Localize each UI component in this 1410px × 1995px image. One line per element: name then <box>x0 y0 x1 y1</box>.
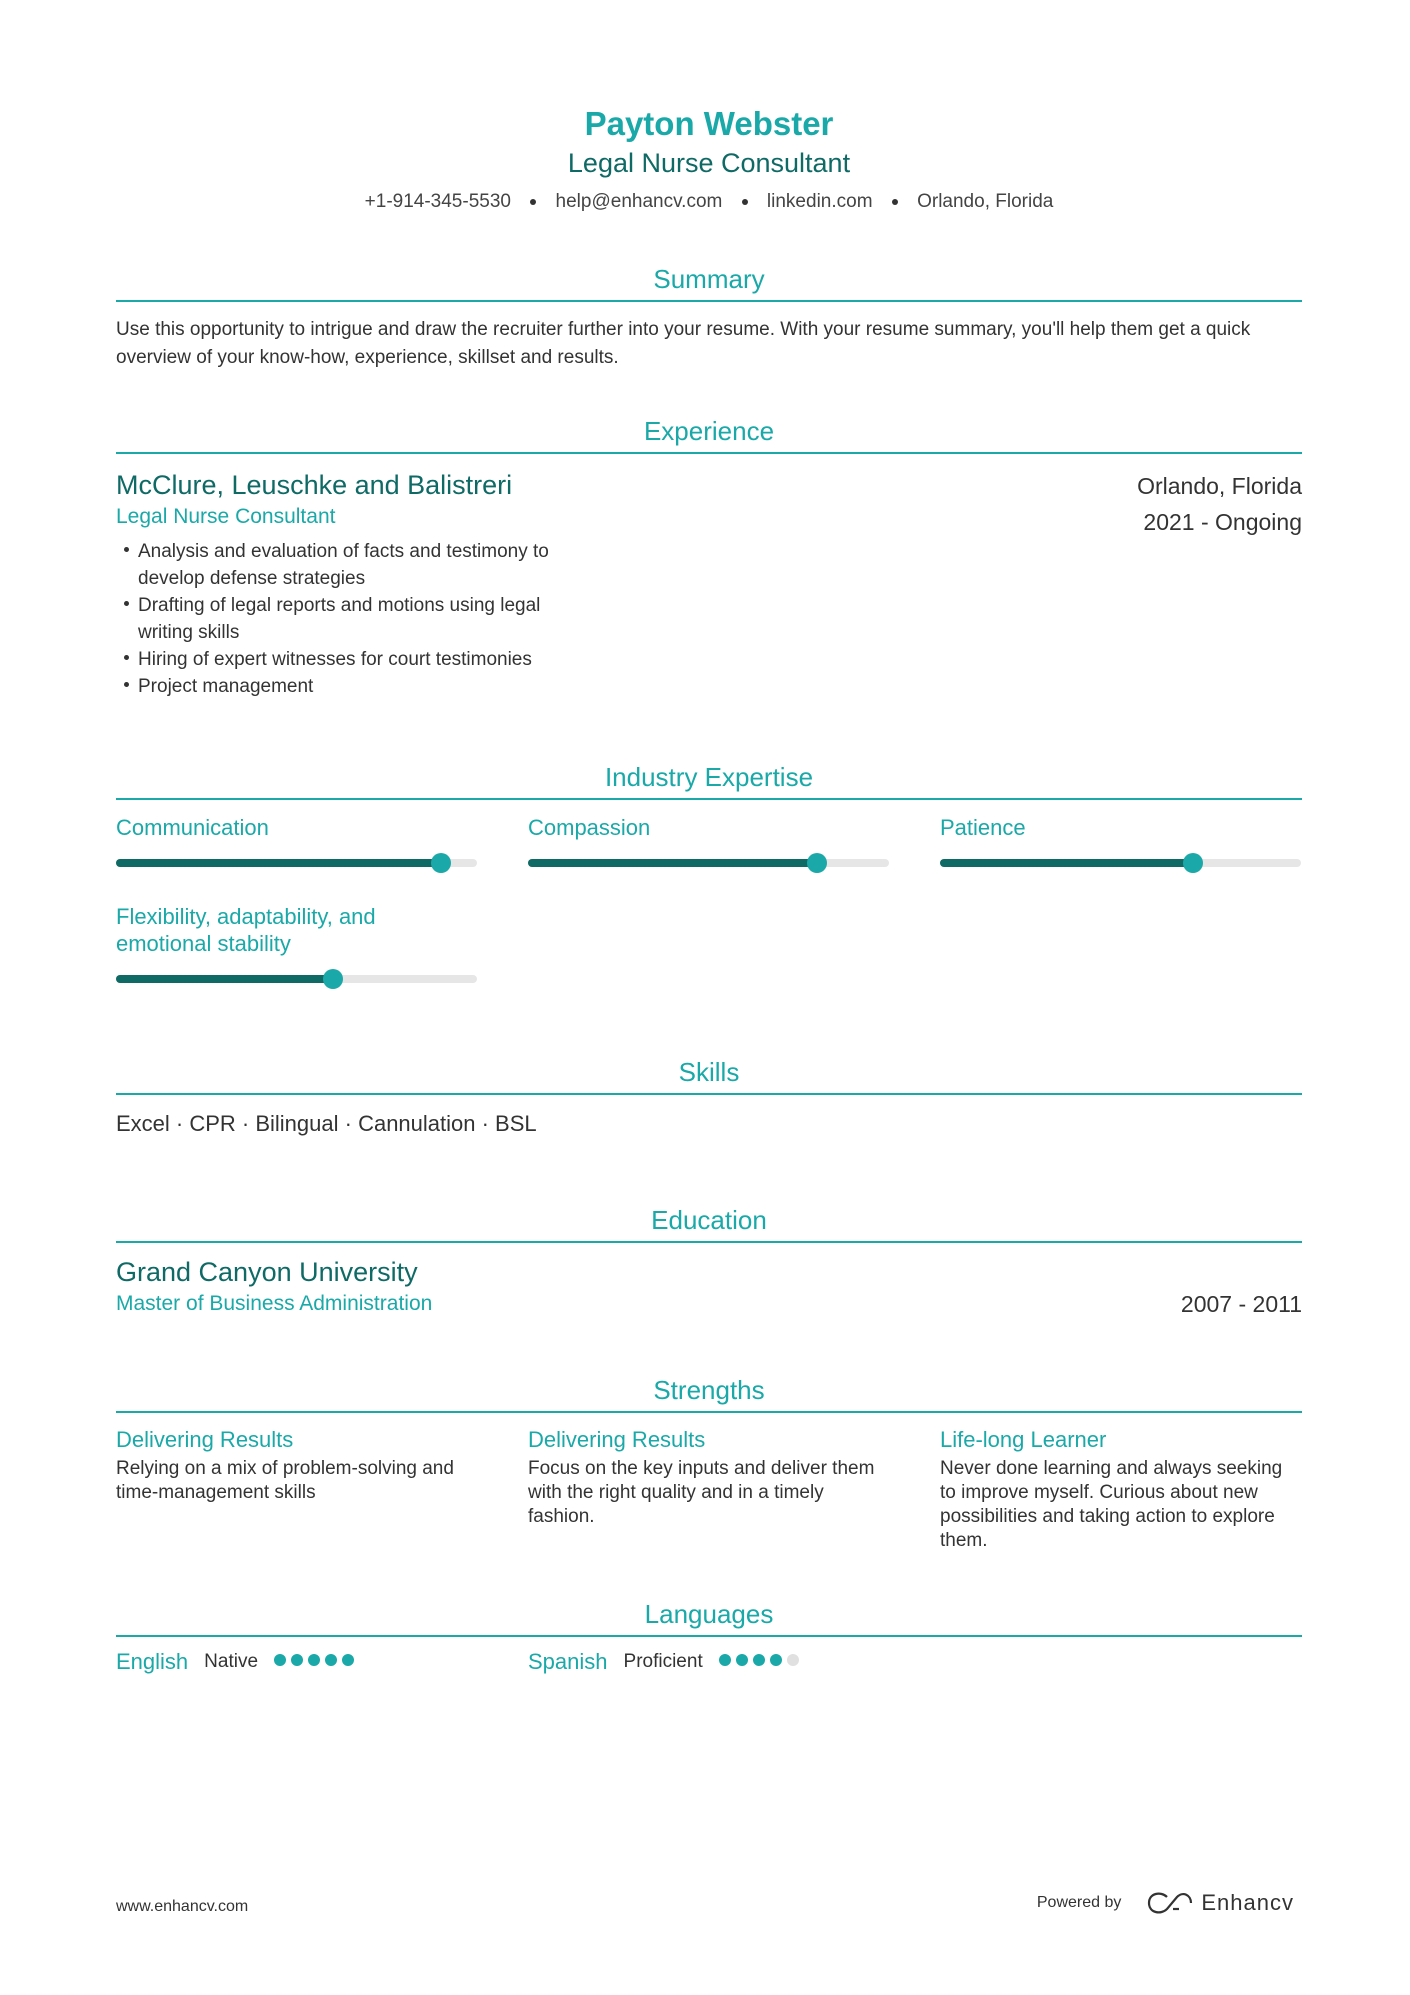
expertise-label: Flexibility, adaptability, and emotional stability <box>116 904 376 956</box>
language-level: Native <box>204 1651 259 1672</box>
expertise-label: Communication <box>116 815 269 840</box>
separator-dot <box>742 199 748 205</box>
languages-heading: Languages <box>116 1597 1302 1637</box>
education-entry <box>116 1255 1302 1327</box>
experience-bullet: Drafting of legal reports and motions using legal writing skills <box>138 592 578 646</box>
summary-section <box>116 262 1302 372</box>
rating-dot-filled <box>342 1654 354 1666</box>
rating-dot-empty <box>787 1654 799 1666</box>
rating-dot-filled <box>274 1654 286 1666</box>
separator-dot <box>530 199 536 205</box>
enhancv-logo-icon <box>1147 1891 1193 1915</box>
experience-location: Orlando, Florida <box>1137 473 1302 499</box>
language-item <box>116 1649 528 1675</box>
experience-bullet: Hiring of expert witnesses for court testimonies <box>138 646 578 673</box>
rating-dot-filled <box>291 1654 303 1666</box>
strength-description: Relying on a mix of problem-solving and time-management skills <box>116 1458 454 1503</box>
strength-item <box>940 1425 1301 1553</box>
expertise-item <box>116 903 477 983</box>
skills-heading: Skills <box>116 1055 1302 1095</box>
language-rating <box>274 1653 359 1671</box>
expertise-bar-knob <box>431 853 451 873</box>
rating-dot-filled <box>736 1654 748 1666</box>
powered-by-label: Powered by <box>1036 1894 1122 1911</box>
contact-email[interactable]: help@enhancv.com <box>555 191 723 212</box>
candidate-title: Legal Nurse Consultant <box>567 148 851 178</box>
expertise-item <box>528 814 889 867</box>
rating-dot-filled <box>753 1654 765 1666</box>
rating-dot-filled <box>325 1654 337 1666</box>
expertise-section <box>116 760 1302 1019</box>
summary-heading: Summary <box>116 262 1302 302</box>
expertise-bar <box>116 859 477 867</box>
experience-bullets <box>116 538 578 700</box>
expertise-bar <box>528 859 889 867</box>
summary-text: Use this opportunity to intrigue and draw the recruiter further into your resume. With your resume summary, you'll help them get a quick overview of your know-how, experience, skillset and results. <box>116 319 1251 368</box>
strength-description: Never done learning and always seeking to improve myself. Curious about new possibilities and taking action to explore them. <box>940 1458 1283 1551</box>
education-degree: Master of Business Administration <box>116 1292 433 1315</box>
contact-line <box>116 190 1302 214</box>
skills-section <box>116 1055 1302 1139</box>
rating-dot-filled <box>770 1654 782 1666</box>
expertise-label: Compassion <box>528 815 651 840</box>
experience-company: McClure, Leuschke and Balistreri <box>116 470 513 500</box>
strength-item <box>528 1425 889 1553</box>
contact-linkedin[interactable]: linkedin.com <box>766 191 873 212</box>
languages-section <box>116 1597 1302 1675</box>
expertise-bar-knob <box>323 969 343 989</box>
footer-website-link[interactable]: www.enhancv.com <box>116 1898 249 1915</box>
strength-title: Delivering Results <box>116 1427 294 1452</box>
language-item <box>528 1649 940 1675</box>
page-footer <box>116 1890 1294 1920</box>
enhancv-brand-name[interactable]: Enhancv <box>1201 1890 1294 1915</box>
expertise-bar-fill <box>940 859 1193 867</box>
strength-title: Life-long Learner <box>940 1427 1107 1452</box>
experience-role: Legal Nurse Consultant <box>116 505 336 528</box>
strength-item <box>116 1425 477 1553</box>
expertise-heading: Industry Expertise <box>116 760 1302 800</box>
strengths-section <box>116 1373 1302 1553</box>
education-school: Grand Canyon University <box>116 1257 418 1287</box>
education-dates: 2007 - 2011 <box>1180 1291 1302 1317</box>
expertise-bar <box>940 859 1301 867</box>
experience-entry <box>116 468 1302 730</box>
experience-dates: 2021 - Ongoing <box>1143 509 1302 535</box>
experience-meta <box>1137 468 1302 540</box>
language-name: Spanish <box>528 1649 608 1674</box>
expertise-label: Patience <box>940 815 1026 840</box>
strengths-heading: Strengths <box>116 1373 1302 1413</box>
experience-bullet: Analysis and evaluation of facts and testimony to develop defense strategies <box>138 538 578 592</box>
expertise-bar-knob <box>807 853 827 873</box>
experience-section <box>116 414 1302 730</box>
expertise-bar-fill <box>528 859 817 867</box>
language-level: Proficient <box>623 1651 703 1672</box>
resume-content <box>116 0 1302 1675</box>
powered-by <box>1037 1890 1294 1916</box>
rating-dot-filled <box>719 1654 731 1666</box>
expertise-item <box>116 814 477 867</box>
expertise-grid <box>116 814 1302 1019</box>
contact-phone[interactable]: +1-914-345-5530 <box>364 191 511 212</box>
rating-dot-filled <box>308 1654 320 1666</box>
separator-dot <box>892 199 898 205</box>
candidate-name: Payton Webster <box>584 105 834 142</box>
expertise-item <box>940 814 1301 867</box>
contact-location: Orlando, Florida <box>917 191 1054 212</box>
languages-list <box>116 1649 1302 1675</box>
expertise-bar-fill <box>116 975 333 983</box>
expertise-bar-knob <box>1183 853 1203 873</box>
experience-heading: Experience <box>116 414 1302 454</box>
education-heading: Education <box>116 1203 1302 1243</box>
language-rating <box>719 1653 804 1671</box>
skills-list: Excel · CPR · Bilingual · Cannulation · BSL <box>116 1111 537 1136</box>
language-name: English <box>116 1649 189 1674</box>
strengths-grid <box>116 1425 1302 1553</box>
expertise-bar-fill <box>116 859 441 867</box>
experience-bullet: Project management <box>138 673 578 700</box>
resume-header <box>116 0 1302 214</box>
strength-description: Focus on the key inputs and deliver them with the right quality and in a timely fashion. <box>528 1458 875 1527</box>
education-section <box>116 1203 1302 1327</box>
expertise-bar <box>116 975 477 983</box>
strength-title: Delivering Results <box>528 1427 706 1452</box>
